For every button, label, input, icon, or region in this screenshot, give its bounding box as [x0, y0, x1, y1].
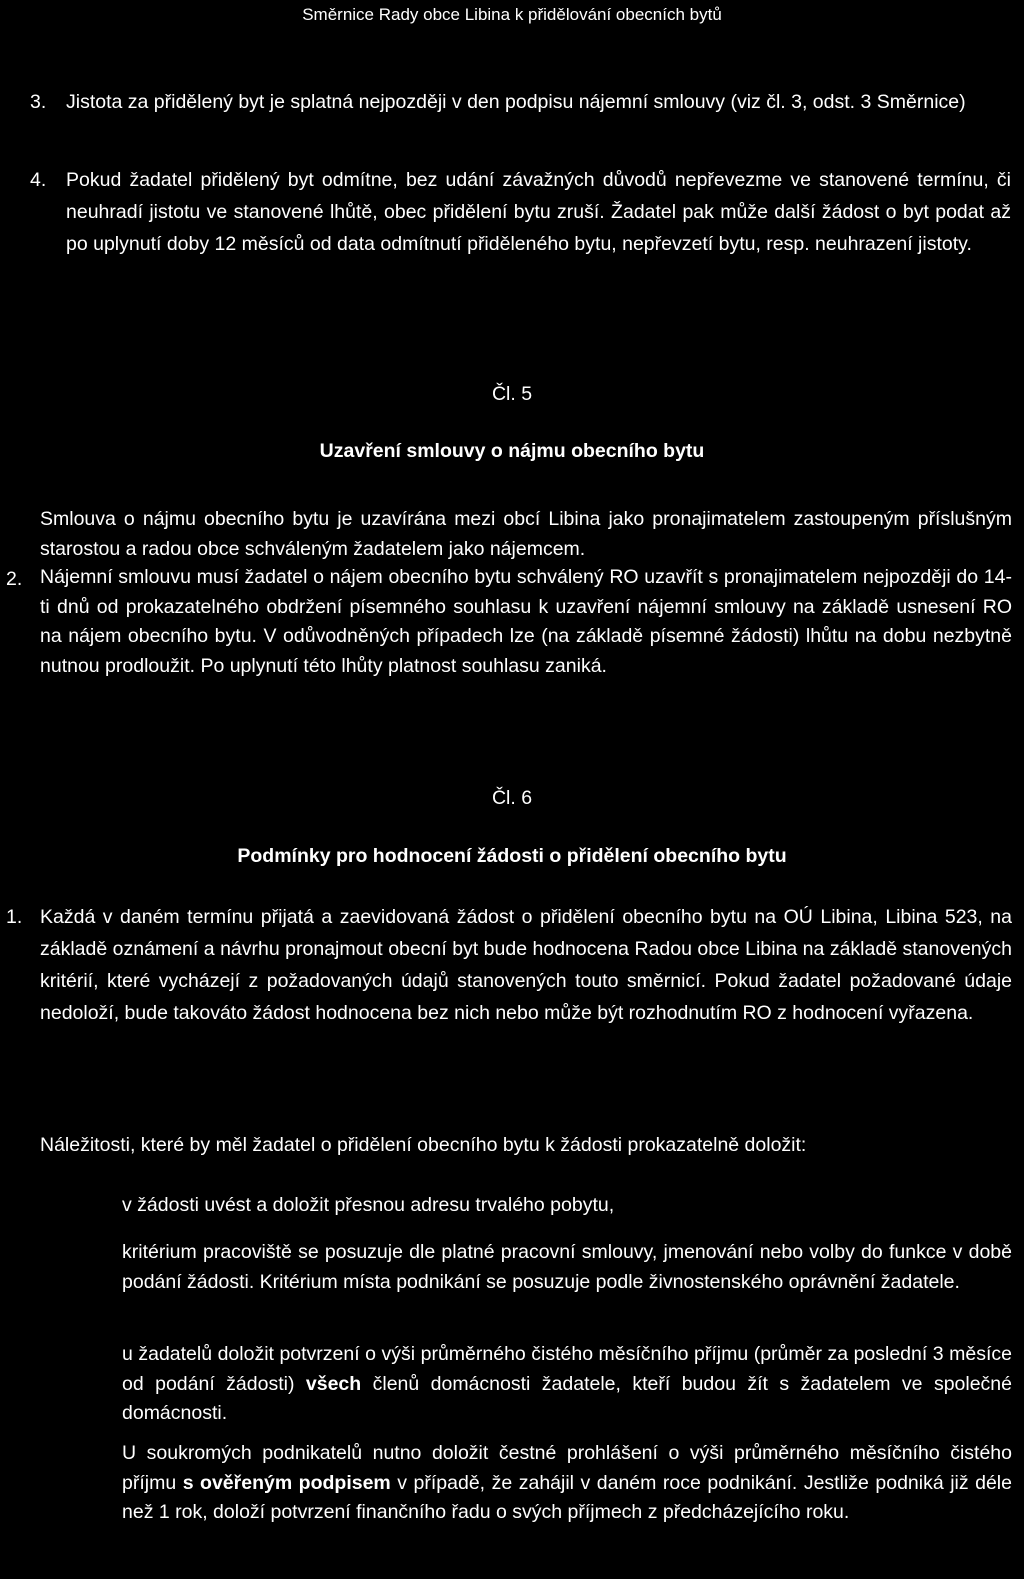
requirements-intro: Náležitosti, které by měl žadatel o přidělení obecního bytu k žádosti prokazatelně doložit: — [40, 1134, 807, 1156]
requirement-3-text-c: členů domácnosti žadatele, kteří budou žít s žadatelem ve společné domácnosti. — [122, 1372, 1012, 1424]
list-item: Jistota za přidělený byt je splatná nejpozději v den podpisu nájemní smlouvy (viz čl. 3, odst. 3 Směrnice) — [66, 91, 966, 113]
item-number: 3. — [30, 91, 47, 113]
requirement-4-text-c: v případě, že zahájil v daném roce podnikání. Jestliže podniká již déle než 1 rok, doloží potvrzení finančního řadu o svých příjmech z předcházejícího roku. — [122, 1471, 1012, 1523]
article-6-item-1: Každá v daném termínu přijatá a zaevidovaná žádost o přidělení obecního bytu na OÚ Libina, Libina 523, na základě oznámení a návrhu pronajmout obecní byt bude hodnocena Radou obce Libina na základě stanovených kritérií, které vycházejí z požadovaných údajů stanovených touto směrnicí. Pokud žadatel požadované údaje nedoloží, bude takováto žádost hodnocena bez nich nebo může být rozhodnutím RO z hodnocení vyřazena. — [40, 906, 1012, 1024]
requirement-3-emphasis: všech — [305, 1372, 362, 1395]
page-header: Směrnice Rady obce Libina k přidělování obecních bytů — [302, 5, 722, 24]
article-5-item-2: Nájemní smlouvu musí žadatel o nájem obecního bytu schválený RO uzavřít s pronajimatelem nejpozději do 14-ti dnů od prokazatelného obdržení písemného souhlasu k uzavření nájemní smlouvy na základě usnesení RO na nájem obecního bytu. V odůvodněných případech lze (na základě písemné žádosti) lhůtu na dobu nezbytně nutnou prodloužit. Po uplynutí této lhůty platnost souhlasu zaniká. — [40, 566, 1012, 677]
requirement-4-emphasis: s ověřeným podpisem — [182, 1471, 391, 1494]
requirement-1: v žádosti uvést a doložit přesnou adresu trvalého pobytu, — [122, 1194, 615, 1216]
article-5-label: Čl. 5 — [491, 383, 533, 405]
requirement-4 — [122, 1439, 1012, 1528]
article-5-title: Uzavření smlouvy o nájmu obecního bytu — [319, 440, 705, 462]
list-item: Pokud žadatel přidělený byt odmítne, bez udání závažných důvodů nepřevezme ve stanovené termínu, či neuhradí jistotu ve stanovené lhůtě, obec přidělení bytu zruší. Žadatel pak může další žádost o byt podat až po uplynutí doby 12 měsíců od data odmítnutí přiděleného bytu, nepřevzetí bytu, resp. neuhrazení jistoty. — [66, 169, 1011, 255]
requirement-2: kritérium pracoviště se posuzuje dle platné pracovní smlouvy, jmenování nebo volby do funkce v době podání žádosti. Kritérium místa podnikání se posuzuje podle živnostenského oprávnění žadatele. — [122, 1241, 1012, 1293]
article-6-title: Podmínky pro hodnocení žádosti o přidělení obecního bytu — [237, 845, 787, 867]
article-6-label: Čl. 6 — [491, 787, 533, 809]
article-5-item-1: Smlouva o nájmu obecního bytu je uzavírána mezi obcí Libina jako pronajimatelem zastoupeným příslušným starostou a radou obce schváleným žadatelem jako nájemcem. — [40, 508, 1012, 560]
requirement-3-text-a: u žadatelů doložit potvrzení o výši průměrného čistého měsíčního příjmu (průměr za poslední 3 měsíce od podání žádosti) — [122, 1343, 1012, 1395]
item-number: 1. — [6, 906, 23, 928]
item-number: 4. — [30, 169, 47, 191]
item-number: 2. — [6, 568, 23, 590]
requirement-4-text-a: U soukromých podnikatelů nutno doložit čestné prohlášení o výši průměrného měsíčního čistého příjmu — [122, 1442, 1012, 1494]
requirement-3 — [122, 1340, 1012, 1429]
